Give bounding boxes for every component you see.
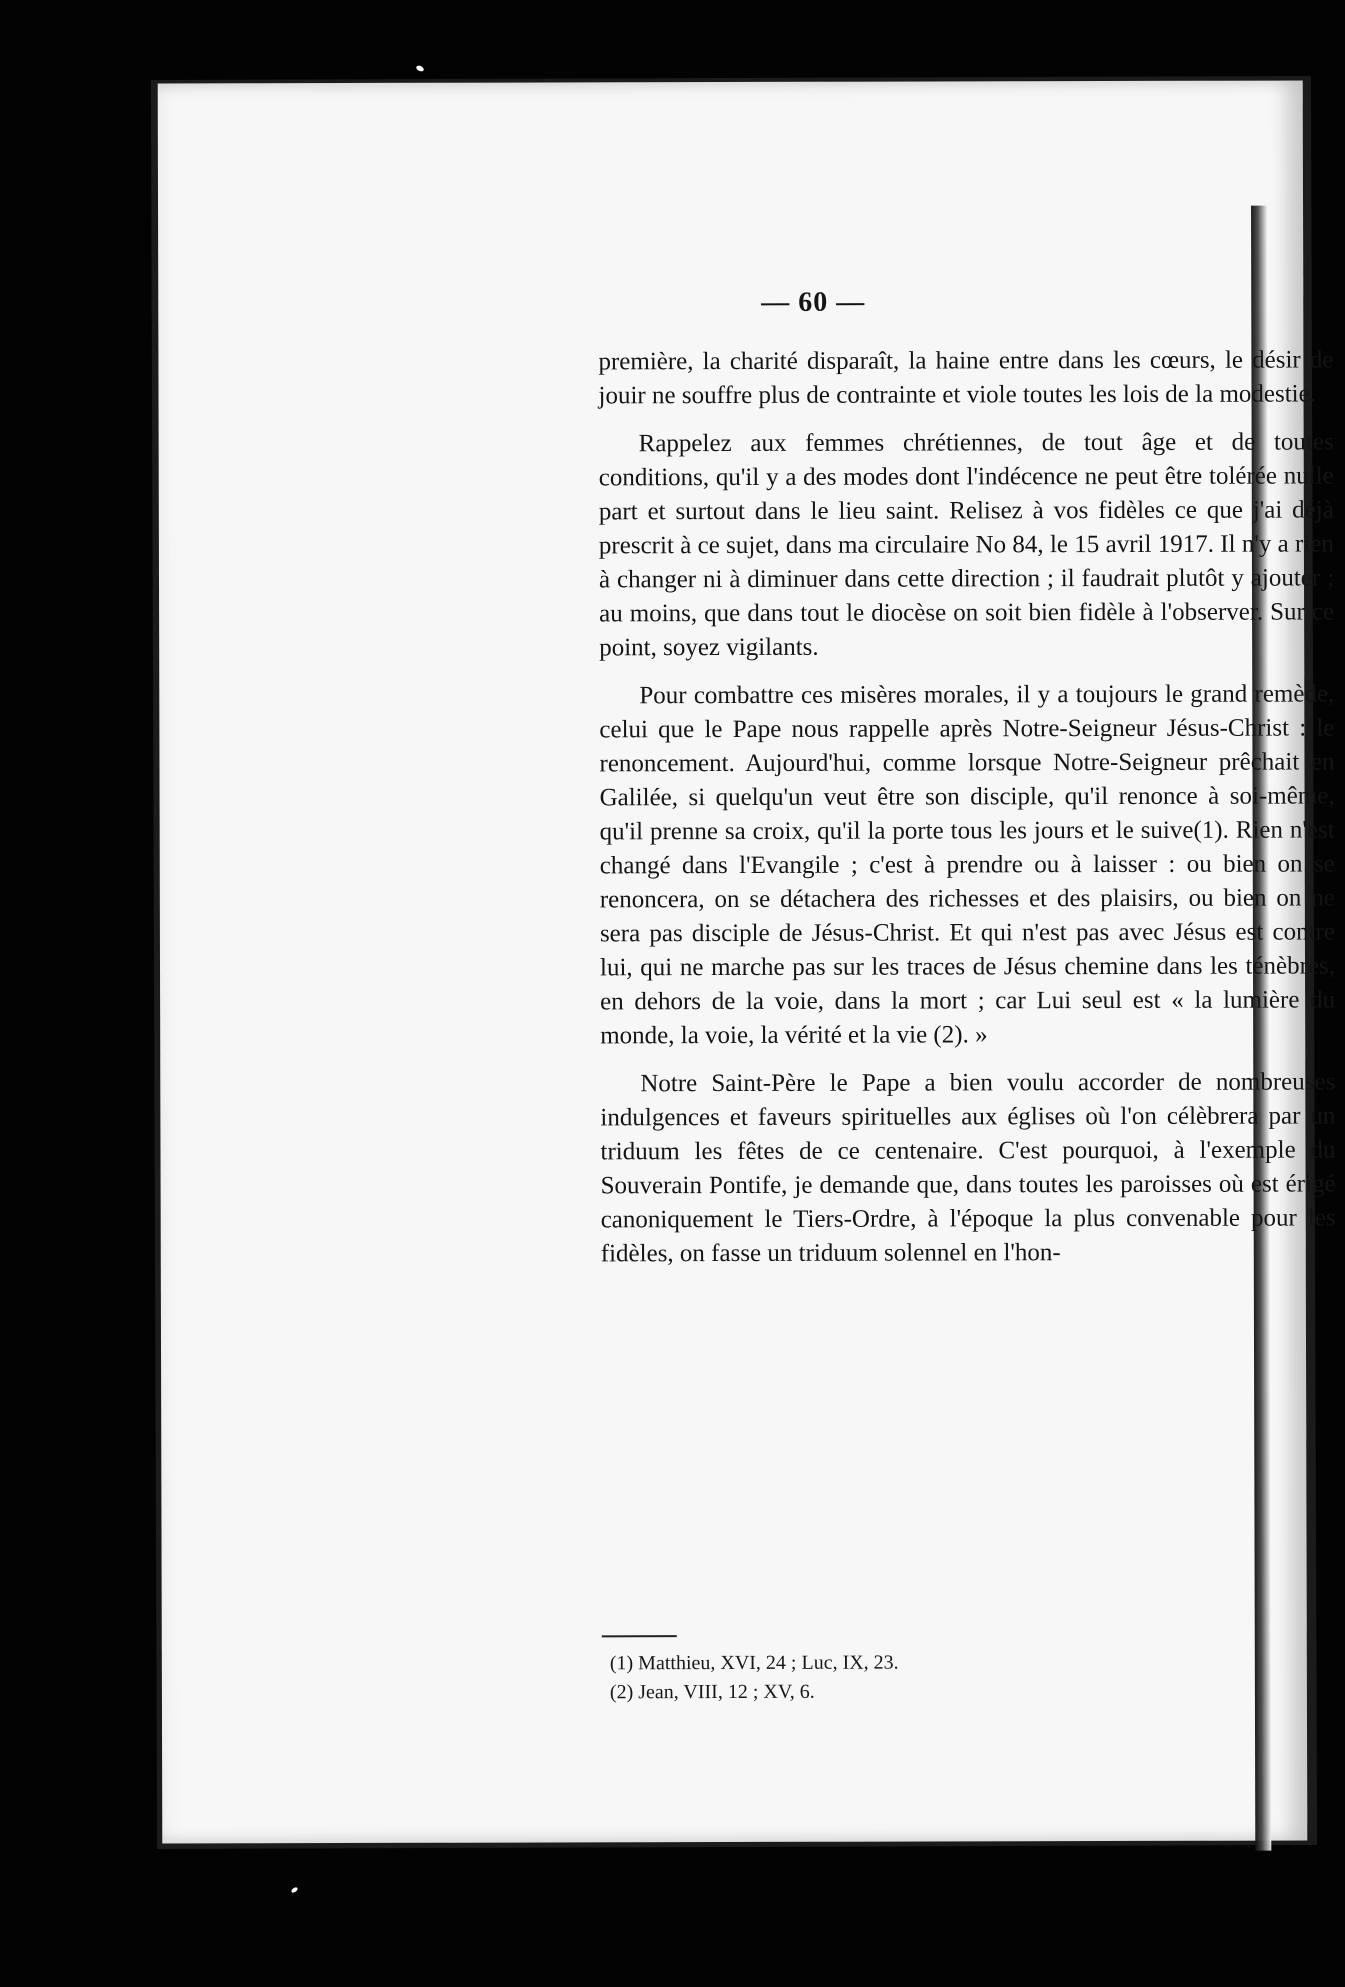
paragraph: Notre Saint-Père le Pape a bien voulu accorder de nombreuses indulgences et faveurs spirituelles aux églises où l'on célèbrera par un triduum les fêtes de ce centenaire. C'est pourquoi, à l'exemple du Souverain Pontife, je demande que, dans toutes les paroisses où est érigé canoniquement le Tiers-Ordre, à l'époque la plus convenable pour les fidèles, on fasse un triduum solennel en l'hon- [600,1068,1336,1268]
footnote: (1) Matthieu, XVI, 24 ; Luc, IX, 23. [609,1651,899,1675]
footnote: (2) Jean, VIII, 12 ; XV, 6. [609,1680,815,1704]
document-page [158,81,1336,1844]
page-number: — 60 — [761,286,866,318]
footnote-divider [602,1635,677,1637]
paragraph: Pour combattre ces misères morales, il y a toujours le grand remède, celui que le Pape nous rappelle après Notre-Seigneur Jésus-Christ : le renoncement. Aujourd'hui, comme lorsque Notre-Seigneur prêchait en Galilée, si quelqu'un veut être son disciple, qu'il renonce à soi-même, qu'il prenne sa croix, qu'il la porte tous les jours et le suive(1). Rien n'est changé dans l'Evangile ; c'est à prendre ou à laisser : ou bien on se renoncera, on se détachera des richesses et des plaisirs, ou bien on ne sera pas disciple de Jésus-Christ. Et qui n'est pas avec Jésus est contre lui, qui ne marche pas sur les traces de Jésus chemine dans les ténèbres, en dehors de la voie, dans la mort ; car Lui seul est « la lumière du monde, la voie, la vérité et la vie (2). » [599,680,1336,1050]
footnotes [610,1648,970,1707]
paragraph: première, la charité disparaît, la haine entre dans les cœurs, le désir de jouir ne souffre plus de contrainte et viole toutes les lois de la modestie. [598,346,1334,410]
body-text [598,343,1335,1285]
paragraph: Rappelez aux femmes chrétiennes, de tout âge et de toutes conditions, qu'il y a des modes dont l'indécence ne peut être tolérée nulle part et surtout dans le lieu saint. Relisez à vos fidèles ce que j'ai déjà prescrit à ce sujet, dans ma circulaire No 84, le 15 avril 1917. Il n'y a rien à changer ni à diminuer dans cette direction ; il faudrait plutôt y ajouter ; au moins, que dans tout le diocèse on soit bien fidèle à l'observer. Sur ce point, soyez vigilants. [598,428,1335,662]
